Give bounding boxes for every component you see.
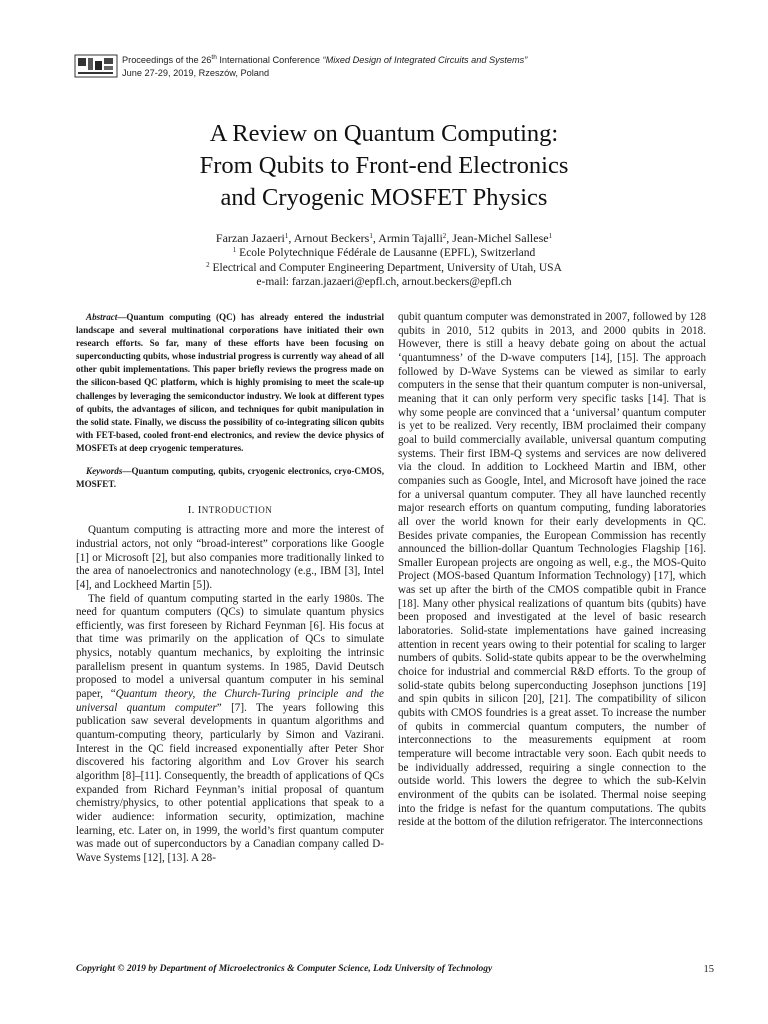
intro-paragraph-continued: qubit quantum computer was demonstrated in 2007, followed by 128 qubits in 2010, 512 qubits in 2013, and 2000 qubits in 2018. However, there is still a heavy debate going on about the actual ‘quantumness’ of the D-wave computers [14], [15]. The approach followed by D-Wave Systems can be viewed as similar to early computers in the sense that their quantum computer is non-universal, meaning that it can only perform very specific tasks [14]. That is why some people are convinced that a ‘universal’ quantum computer is yet to be realized. Very recently, IBM proclaimed their company goal to build commercially available, universal quantum computing systems. Their first IBM-Q systems and services are now delivered via the cloud. In addition to Lockheed Martin and IBM, other companies such as Google, Intel, and Microsoft have joined the race for a universal quantum computer. They all have launched recently major research efforts on quantum computing, funding laboratories all over the world known for their early developments in QC. Besides private companies, the European Commission has recently announced the billion-dollar Quantum Technologies Flagship [16]. Smaller European projects are ongoing as well, e.g., the MOS-Quito Project (MOS-based Quantum Information Technology) [17], which was set up after the birth of the CMOS compatible qubit in France [18]. Many other physical realizations of quantum bits (qubits) have been proposed and investigated at the level of basic research laboratories. Solid-state implementations have gained increasing attention in recent years owing to their potential for scaling to larger numbers of qubits. Solid-state qubits appear to be the overwhelming choice for industrial and commercial R&D efforts. To the group of solid-state qubits belong superconducting Josephson junctions [19] and spin qubits in silicon [20], [21]. The compatibility of silicon qubits with CMOS foundries is a great asset. To increase the number of qubits in commercial quantum computers, the number of interconnections to the measurements equipment at room temperature will become intractable very soon. Each qubit needs to be individually addressed, requiring a single connection to the outside world. This lowers the degree to which the sub-Kelvin environment of the qubits can be isolated. Thermal noise seeping into the fridge is nefast for the quantum computations. The qubits reside at the bottom of the dilution refrigerator. The interconnections (398, 311, 706, 829)
keywords: Keywords—Quantum computing, qubits, cryogenic electronics, cryo-CMOS, MOSFET. (76, 466, 384, 490)
author-list: Farzan Jazaeri$^1$, Arnout Beckers$^1$, Armin Tajalli$^2$, Jean-Michel Sallese$^1$ (215, 231, 553, 245)
affiliation-1: $^1$ Ecole Polytechnique Fédérale de Lausanne (EPFL), Switzerland (232, 246, 536, 259)
conference-name: “Mixed Design of Integrated Circuits and Systems” (322, 55, 528, 65)
left-column (76, 311, 384, 866)
email-line: e-mail: farzan.jazaeri@epfl.ch, arnout.beckers@epfl.ch (256, 276, 512, 288)
intro-paragraph-1: Quantum computing is attracting more and more the interest of industrial actors, not only “broad-interest” corporations like Google [1] or Microsoft [2], but also companies more traditionally linked to the area of nanoelectronics and nanotechnology (e.g., IBM [3], Intel [4], and Lockheed Martin [5]). (76, 524, 384, 591)
section-heading: I. INTRODUCTION (187, 504, 273, 517)
conference-logo-icon (74, 52, 118, 80)
right-column (398, 311, 706, 830)
intro-paragraph-2: The field of quantum computing started in the early 1980s. The need for quantum computers (QCs) to simulate quantum physics efficiently, was first foreseen by Richard Feynman [6]. His focus at that time was primarily on the application of QCs to simulate physics, notably quantum mechanics, by exploiting the intrinsic parallelism present in quantum systems. In 1985, David Deutsch proposed to model a universal quantum computer in his seminal paper, “Quantum theory, the Church-Turing principle and the universal quantum computer” [7]. The years following this publication saw several developments in quantum algorithms and quantum-computing theory, particularly by Simon and Vazirani. Interest in the QC field increased exponentially after Peter Shor discovered his factoring algorithm and Lov Grover his search algorithm [8]–[11]. Consequently, the breadth of applications of QCs expanded from Richard Feynman’s initial proposal of quantum chemistry/physics, to other potential applications that speak to a wider audience: information security, optimization, machine learning, etc. Later on, in 1999, the world’s first quantum computer was made out of superconductors by a Canadian company called D-Wave Systems [12], [13]. A 28- (76, 592, 384, 864)
paper-title: A Review on Quantum Computing: From Qubits to Front-end Electronics and Cryogenic MOSFET Physics (199, 120, 569, 211)
conference-header: Proceedings of the 26th International Conference “Mixed Design of Integrated Circuits and Systems” June 27-29, 2019, Rzeszów, Poland (122, 54, 722, 80)
affiliations (84, 246, 684, 290)
conference-date-place: June 27-29, 2019, Rzeszów, Poland (122, 68, 270, 78)
abstract: Abstract—Quantum computing (QC) has already entered the industrial landscape and several multinational corporations have initiated their own research efforts. So far, many of these efforts have been focusing on superconducting qubits, whose industrial progress is currently way ahead of all other qubit implementations. This paper briefly reviews the progress made on the silicon-based QC platform, which is highly promising to meet the scale-up challenges by leveraging the semiconductor industry. We look at different types of qubits, the advantages of silicon, and techniques for qubit manipulation in the solid state. Finally, we discuss the possibility of co-integrating silicon qubits with FET-based, cooled front-end electronics, and review the device physics of MOSFETs at deep cryogenic temperatures. (76, 312, 384, 453)
affiliation-2: $^2$ Electrical and Computer Engineering Department, University of Utah, USA (206, 260, 562, 274)
copyright-footer: Copyright © 2019 by Department of Microelectronics & Computer Science, Lodz University of Technology (76, 964, 493, 974)
page-number: 15 (703, 964, 714, 975)
